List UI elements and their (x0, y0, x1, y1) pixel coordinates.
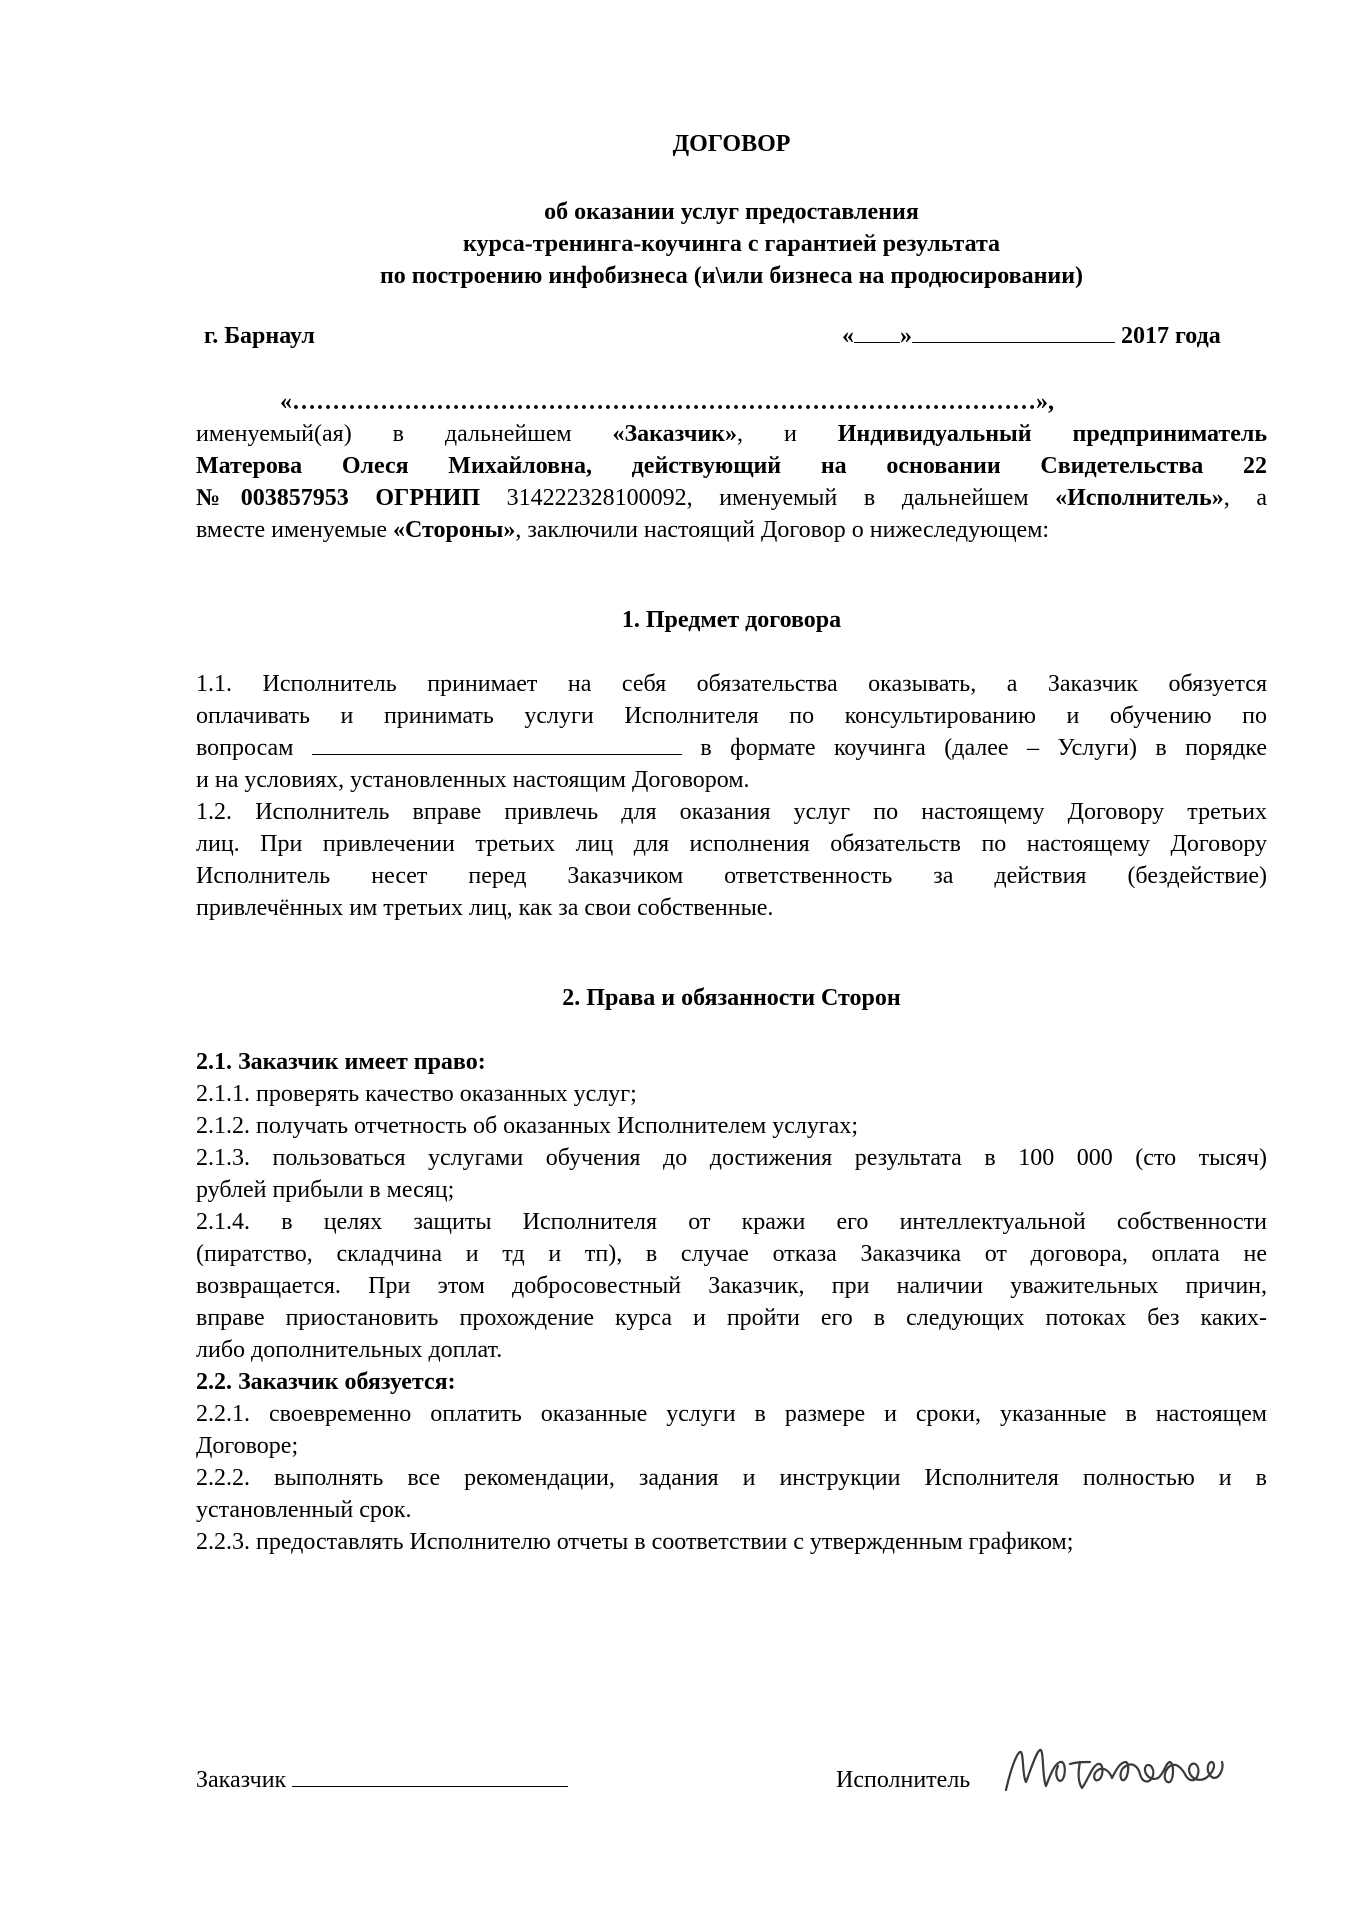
clause-1-1-line-1: 1.1. Исполнитель принимает на себя обязательства оказывать, а Заказчик обязуется (196, 671, 1267, 697)
day-blank (854, 320, 900, 343)
clause-2-2-1-line-2: Договоре; (196, 1433, 299, 1459)
executor-signature-block (836, 1764, 970, 1796)
intro-line-5: вместе именуемые «Стороны», заключили настоящий Договор о нижеследующем: (196, 517, 1050, 543)
clause-2-1-3-line-1: 2.1.3. пользоваться услугами обучения до достижения результата в 100 000 (сто тысяч) (196, 1145, 1267, 1171)
clause-1-2-line-2: лиц. При привлечении третьих лиц для исполнения обязательств по настоящему Договору (196, 831, 1267, 857)
clause-1-2-line-3: Исполнитель несет перед Заказчиком ответственность за действия (бездействие) (196, 863, 1267, 889)
contract-date (842, 320, 1221, 352)
clause-2-2-1-line-1: 2.2.1. своевременно оплатить оказанные услуги в размере и сроки, указанные в настоящем (196, 1401, 1267, 1427)
section-2-body (196, 1046, 1267, 1558)
clause-1-1-line-3: вопросам в формате коучинга (далее – Услуги) в порядке (196, 732, 1267, 764)
intro-line-4: №003857953 ОГРНИП 314222328100092, именуемый в дальнейшем «Исполнитель», а (196, 485, 1268, 511)
clause-2-1-4-line-1: 2.1.4. в целях защиты Исполнителя от кражи его интеллектуальной собственности (196, 1209, 1267, 1235)
subsection-2-1-title: 2.1. Заказчик имеет право: (196, 1049, 486, 1075)
customer-signature-block (196, 1764, 568, 1796)
intro-line-2: именуемый(ая) в дальнейшем «Заказчик», и Индивидуальный предприниматель (196, 421, 1268, 447)
date-open-quote: « (842, 323, 854, 349)
clause-2-1-4-line-3: возвращается. При этом добросовестный Заказчик, при наличии уважительных причин, (196, 1273, 1267, 1299)
clause-2-1-4-line-2: (пиратство, складчина и тд и тп), в случае отказа Заказчика от договора, оплата не (196, 1241, 1267, 1267)
clause-2-2-2-line-2: установленный срок. (196, 1497, 412, 1523)
clause-1-2-line-4: привлечённых им третьих лиц, как за свои собственные. (196, 895, 774, 921)
subtitle-line-1: об оказании услуг предоставления (544, 199, 919, 225)
clause-1-1-line-2: оплачивать и принимать услуги Исполнителя по консультированию и обучению по (196, 703, 1267, 729)
date-year: 2017 года (1121, 323, 1221, 349)
subsection-2-2-title: 2.2. Заказчик обязуется: (196, 1369, 456, 1395)
intro-line-3: Матерова Олеся Михайловна, действующий на основании Свидетельства 22 (196, 453, 1267, 479)
document-title: ДОГОВОР (672, 131, 791, 157)
clause-2-1-4-line-4: вправе приостановить прохождение курса и пройти его в следующих потоках без каких- (196, 1305, 1267, 1331)
customer-label: Заказчик (196, 1767, 287, 1793)
clause-2-1-3-line-2: рублей прибыли в месяц; (196, 1177, 455, 1203)
topic-blank (312, 732, 682, 755)
month-blank (912, 320, 1115, 343)
clause-2-1-1: 2.1.1. проверять качество оказанных услуг; (196, 1081, 637, 1107)
subtitle-line-3: по построению инфобизнеса (и\или бизнеса на продюсировании) (379, 263, 1084, 289)
date-close-quote: » (900, 323, 912, 349)
section-2-heading: 2. Права и обязанности Сторон (562, 985, 901, 1011)
clause-2-2-2-line-1: 2.2.2. выполнять все рекомендации, задания и инструкции Исполнителя полностью и в (196, 1465, 1267, 1491)
intro-paragraph (196, 386, 1267, 546)
section-1-body (196, 668, 1267, 924)
clause-2-1-2: 2.1.2. получать отчетность об оказанных Исполнителем услугах; (196, 1113, 858, 1139)
executor-label: Исполнитель (836, 1767, 971, 1793)
subtitle-line-2: курса-тренинга-коучинга с гарантией результата (462, 231, 1001, 257)
section-1-heading: 1. Предмет договора (621, 607, 842, 633)
customer-signature-line (292, 1764, 568, 1787)
customer-name-placeholder: «…………………………………………………………………………………», (280, 389, 1054, 415)
clause-2-1-4-line-5: либо дополнительных доплат. (196, 1337, 503, 1363)
handwritten-signature (1000, 1732, 1250, 1802)
clause-1-2-line-1: 1.2. Исполнитель вправе привлечь для оказания услуг по настоящему Договору третьих (196, 799, 1267, 825)
clause-1-1-line-4: и на условиях, установленных настоящим Договором. (196, 767, 750, 793)
city: г. Барнаул (204, 323, 315, 349)
document-subtitle (196, 196, 1267, 292)
clause-2-2-3: 2.2.3. предоставлять Исполнителю отчеты в соответствии с утвержденным графиком; (196, 1529, 1074, 1555)
